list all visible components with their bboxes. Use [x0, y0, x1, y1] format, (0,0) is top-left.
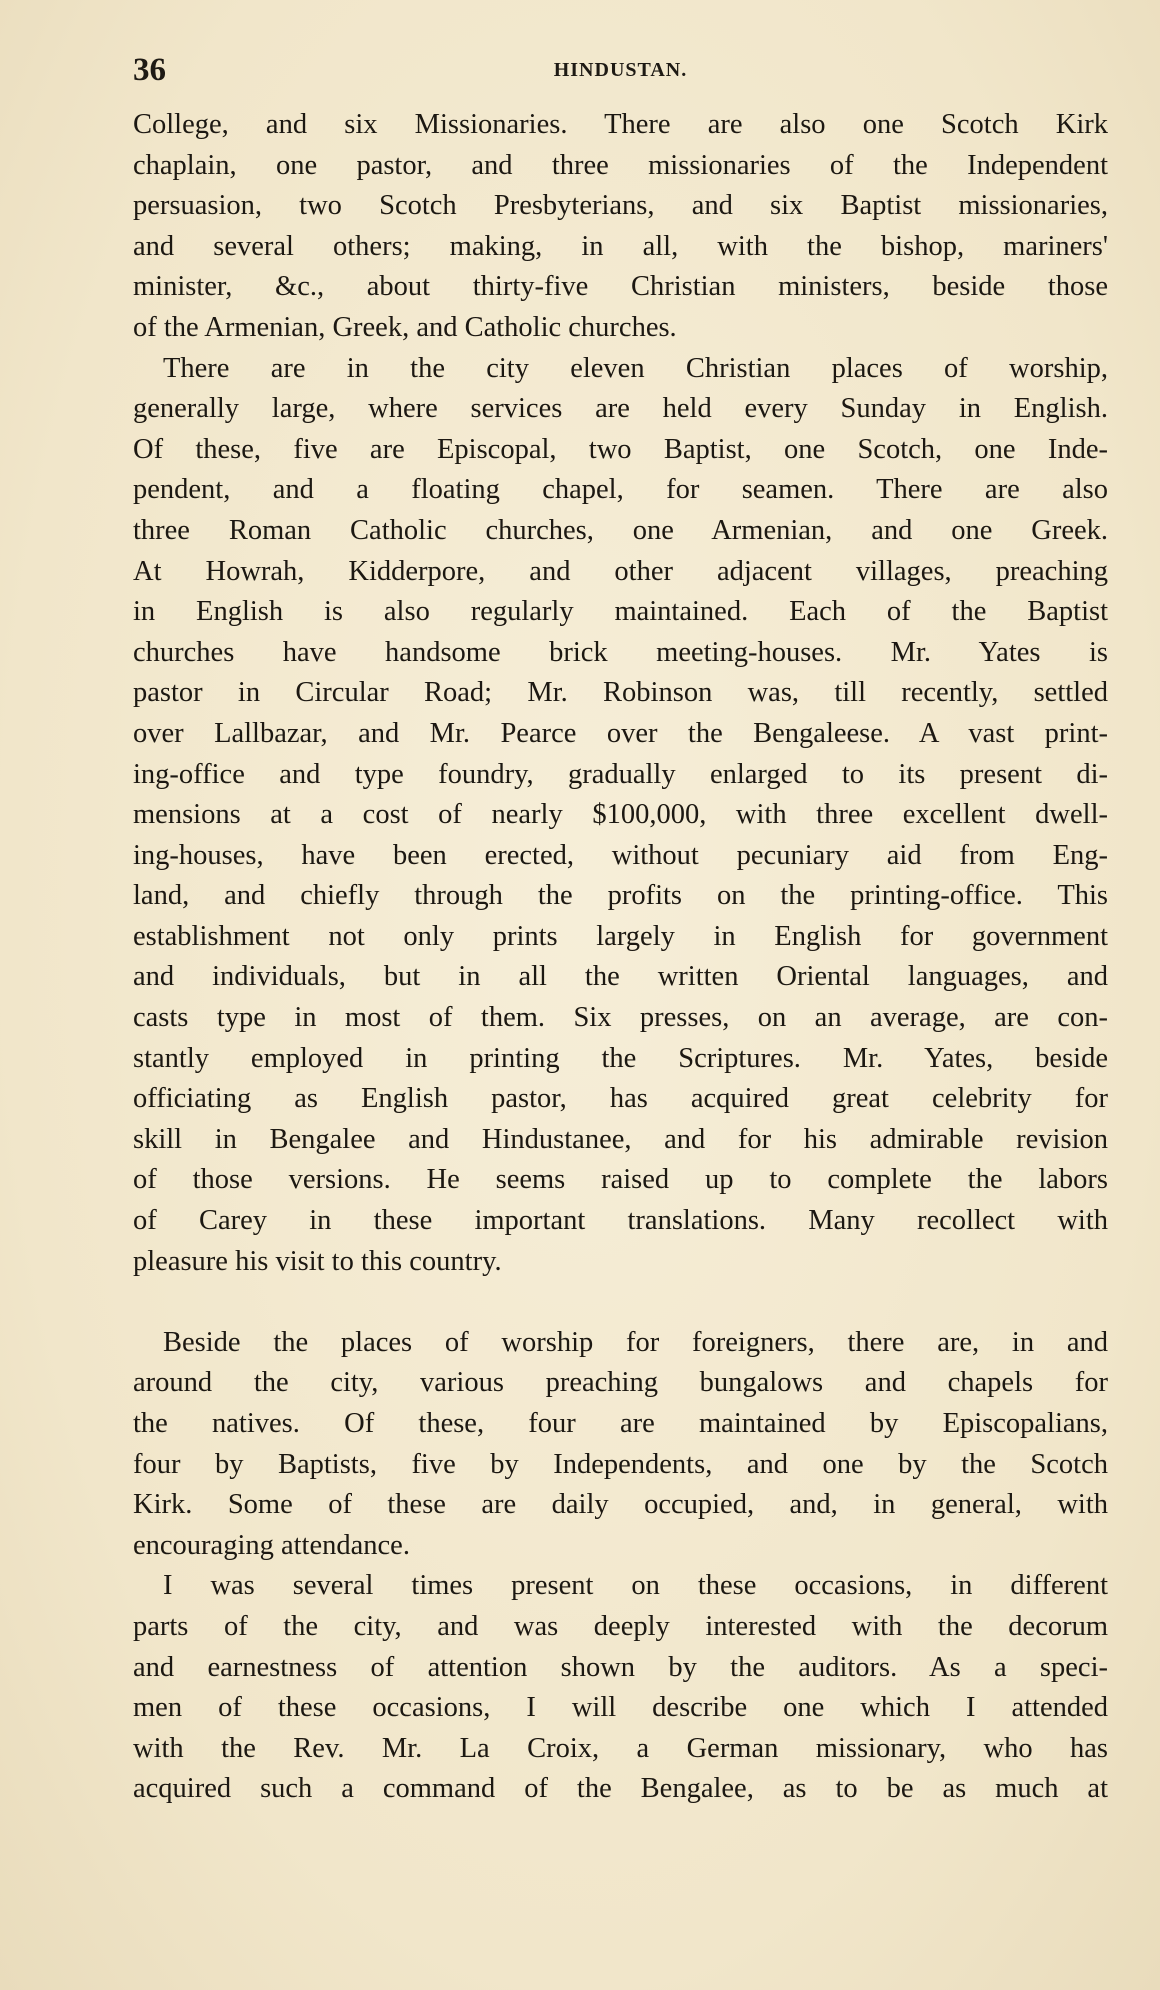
text-line: pastor in Circular Road; Mr. Robinson was, till recently, settled: [133, 677, 1108, 709]
text-line: I was several times present on these occasions, in different: [163, 1570, 1108, 1602]
text-line: mensions at a cost of nearly $100,000, with three excellent dwell-: [133, 799, 1108, 831]
text-line: three Roman Catholic churches, one Armenian, and one Greek.: [133, 514, 1108, 546]
page-number: 36: [133, 52, 166, 88]
text-line: minister, &c., about thirty-five Christian ministers, beside those: [133, 271, 1108, 303]
text-line: land, and chiefly through the profits on the printing-office. This: [133, 880, 1108, 912]
text-line: around the city, various preaching bungalows and chapels for: [133, 1367, 1108, 1399]
text-line: of those versions. He seems raised up to complete the labors: [133, 1164, 1108, 1196]
text-line: four by Baptists, five by Independents, and one by the Scotch: [133, 1448, 1108, 1480]
paragraph: [133, 1323, 1108, 1567]
text-line: over Lallbazar, and Mr. Pearce over the Bengaleese. A vast print-: [133, 717, 1108, 749]
text-line: ing-office and type foundry, gradually enlarged to its present di-: [133, 758, 1108, 790]
text-line: skill in Bengalee and Hindustanee, and for his admirable revision: [133, 1123, 1108, 1155]
text-line: acquired such a command of the Bengalee, as to be as much at: [133, 1773, 1108, 1805]
text-line: and several others; making, in all, with the bishop, mariners': [133, 230, 1108, 262]
text-line: ing-houses, have been erected, without pecuniary aid from Eng-: [133, 839, 1108, 871]
text-line: and earnestness of attention shown by the auditors. As a speci-: [133, 1651, 1108, 1683]
text-line: of Carey in these important translations. Many recollect with: [133, 1205, 1108, 1237]
paragraph-gap: [133, 1282, 1108, 1323]
text-line: the natives. Of these, four are maintained by Episcopalians,: [133, 1408, 1108, 1439]
text-line: stantly employed in printing the Scriptures. Mr. Yates, beside: [133, 1042, 1108, 1074]
text-line: chaplain, one pastor, and three missionaries of the Independent: [133, 149, 1108, 181]
body-text: [133, 105, 1108, 1810]
running-head: HINDUSTAN.: [553, 59, 688, 81]
page-header: [133, 50, 1108, 90]
text-line: Of these, five are Episcopal, two Baptist, one Scotch, one Inde-: [133, 433, 1108, 465]
text-line: persuasion, two Scotch Presbyterians, and six Baptist missionaries,: [133, 190, 1108, 222]
text-line: of the Armenian, Greek, and Catholic churches.: [133, 311, 677, 343]
text-line: parts of the city, and was deeply interested with the decorum: [133, 1610, 1108, 1642]
text-line: At Howrah, Kidderpore, and other adjacent villages, preaching: [133, 555, 1108, 587]
text-line: in English is also regularly maintained. Each of the Baptist: [133, 596, 1108, 628]
text-line: pendent, and a floating chapel, for seamen. There are also: [133, 474, 1108, 506]
text-line: with the Rev. Mr. La Croix, a German missionary, who has: [133, 1732, 1108, 1764]
text-line: men of these occasions, I will describe one which I attended: [133, 1692, 1108, 1724]
text-line: encouraging attendance.: [133, 1529, 410, 1561]
text-line: College, and six Missionaries. There are also one Scotch Kirk: [133, 109, 1108, 140]
text-line: pleasure his visit to this country.: [133, 1245, 502, 1277]
text-line: churches have handsome brick meeting-houses. Mr. Yates is: [133, 636, 1108, 668]
text-line: Kirk. Some of these are daily occupied, and, in general, with: [133, 1489, 1108, 1521]
text-line: generally large, where services are held every Sunday in English.: [133, 393, 1108, 425]
text-line: and individuals, but in all the written Oriental languages, and: [133, 961, 1108, 993]
paragraph: [133, 349, 1108, 1283]
text-line: casts type in most of them. Six presses, on an average, are con-: [133, 1002, 1108, 1034]
text-line: Beside the places of worship for foreigners, there are, in and: [163, 1326, 1108, 1358]
text-line: There are in the city eleven Christian places of worship,: [163, 352, 1108, 384]
paragraph: [133, 1566, 1108, 1810]
text-line: officiating as English pastor, has acquired great celebrity for: [133, 1083, 1108, 1115]
paragraph: [133, 105, 1108, 349]
text-line: establishment not only prints largely in English for government: [133, 920, 1108, 952]
